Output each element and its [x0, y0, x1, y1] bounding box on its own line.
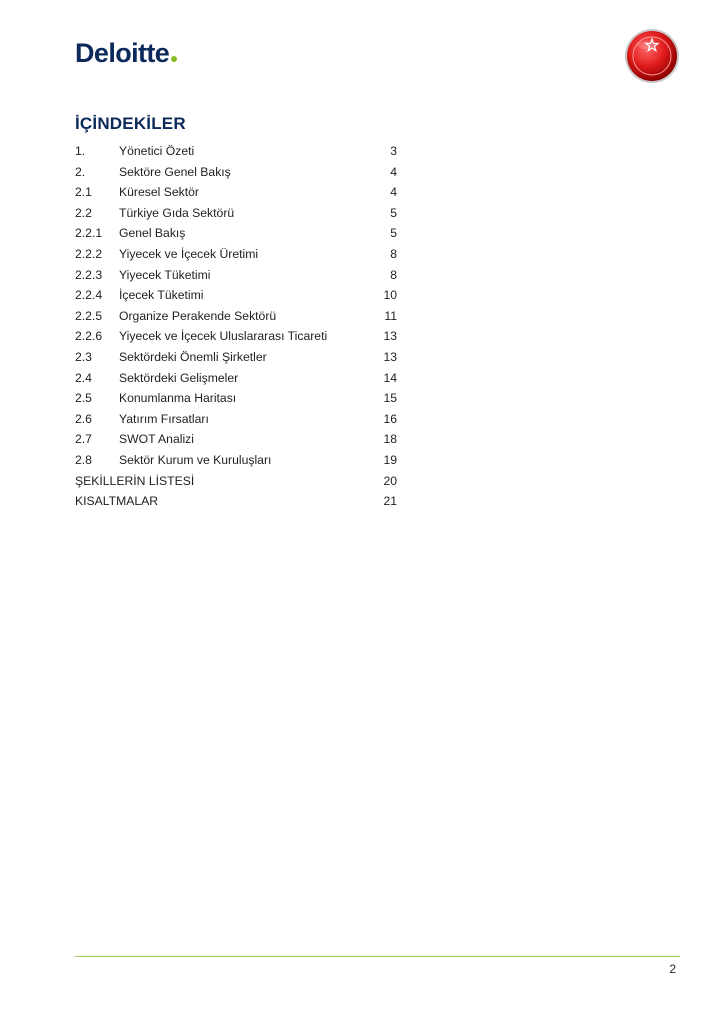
toc-entry-number: 2.2.2 — [75, 246, 103, 261]
toc-entry[interactable] — [75, 285, 397, 306]
toc-entry-title: KISALTMALAR — [75, 494, 159, 509]
toc-entry-number: 2.2.6 — [75, 329, 103, 344]
toc-entry-page: 8 — [390, 267, 397, 282]
toc-entry-number: 2.2.5 — [75, 308, 103, 323]
toc-entry-title: Küresel Sektör — [119, 185, 199, 200]
toc-entry-title: Genel Bakış — [119, 226, 186, 241]
toc-entry-title: Yiyecek ve İçecek Üretimi — [119, 246, 259, 261]
toc-entry-number: 2.6 — [75, 411, 92, 426]
toc-entry-number: 2.2 — [75, 205, 92, 220]
toc-entry-title: Organize Perakende Sektörü — [119, 308, 277, 323]
toc-entry-title: Sektöre Genel Bakış — [119, 164, 231, 179]
toc-entry-title: Yiyecek Tüketimi — [119, 267, 211, 282]
page-number: 2 — [669, 962, 676, 976]
toc-entry[interactable] — [75, 244, 397, 265]
toc-entry-page: 14 — [383, 370, 397, 385]
toc-entry-page: 8 — [390, 246, 397, 261]
toc-entry-number: 2.2.4 — [75, 288, 103, 303]
toc-entry-page: 13 — [383, 349, 397, 364]
toc-entry[interactable] — [75, 347, 397, 368]
toc-entry-number: 2.4 — [75, 370, 92, 385]
toc-entry-page: 13 — [383, 329, 397, 344]
toc-entry[interactable] — [75, 388, 397, 409]
toc-title: İÇİNDEKİLER — [75, 114, 186, 133]
toc-entry-number: 1. — [75, 144, 86, 158]
toc-entry[interactable] — [75, 306, 397, 327]
toc-entry-title: Yönetici Özeti — [119, 144, 195, 158]
toc-entry[interactable] — [75, 491, 397, 512]
toc-entry-page: 16 — [383, 411, 397, 426]
toc-entry[interactable] — [75, 203, 397, 224]
toc-entry[interactable] — [75, 368, 397, 389]
toc-entry[interactable] — [75, 409, 397, 430]
toc-entry-page: 4 — [390, 164, 397, 179]
toc-entry-number: 2.2.1 — [75, 226, 103, 241]
toc-entry-title: ŞEKİLLERİN LİSTESİ — [75, 473, 195, 488]
toc-entry-title: Sektördeki Önemli Şirketler — [119, 349, 267, 364]
toc-entry[interactable] — [75, 471, 397, 492]
toc-entry-number: 2.7 — [75, 432, 92, 447]
toc-entry-page: 3 — [390, 144, 397, 158]
turkish-flag-emblem-icon — [624, 28, 680, 84]
toc-entry-title: Türkiye Gıda Sektörü — [119, 205, 235, 220]
toc-entry-number: 2.2.3 — [75, 267, 103, 282]
toc-entry-page: 4 — [390, 185, 397, 200]
toc-entry[interactable] — [75, 141, 397, 162]
toc-entry[interactable] — [75, 182, 397, 203]
toc-entry-page: 20 — [383, 473, 397, 488]
toc-entry-title: Sektördeki Gelişmeler — [119, 370, 239, 385]
toc-entry-page: 10 — [383, 288, 397, 303]
toc-entry[interactable] — [75, 223, 397, 244]
toc-entry-title: Yiyecek ve İçecek Uluslararası Ticareti — [119, 329, 328, 344]
deloitte-logo — [75, 40, 177, 67]
toc-entry-title: Sektör Kurum ve Kuruluşları — [119, 452, 272, 467]
toc-entry-page: 18 — [383, 432, 397, 447]
toc-entry-title: İçecek Tüketimi — [119, 288, 204, 303]
toc-entry-number: 2. — [75, 164, 86, 179]
toc-entry-number: 2.5 — [75, 391, 92, 406]
toc-entry-page: 11 — [384, 308, 397, 323]
toc-entry-page: 15 — [383, 391, 397, 406]
footer-divider — [75, 956, 680, 957]
logo-text: Deloitte — [75, 38, 170, 68]
toc-entry-number: 2.3 — [75, 349, 92, 364]
table-of-contents — [75, 141, 397, 512]
toc-entry-page: 19 — [383, 452, 397, 467]
toc-entry[interactable] — [75, 265, 397, 286]
toc-entry-page: 5 — [390, 205, 397, 220]
toc-entry-page: 21 — [383, 494, 397, 509]
toc-entry[interactable] — [75, 162, 397, 183]
toc-entry-title: Konumlanma Haritası — [119, 391, 237, 406]
toc-entry[interactable] — [75, 429, 397, 450]
toc-entry-page: 5 — [390, 226, 397, 241]
toc-entry-title: SWOT Analizi — [119, 432, 194, 447]
toc-entry-number: 2.1 — [75, 185, 92, 200]
toc-entry[interactable] — [75, 450, 397, 471]
logo-dot-icon — [171, 56, 177, 62]
toc-entry-title: Yatırım Fırsatları — [119, 411, 209, 426]
toc-entry[interactable] — [75, 326, 397, 347]
toc-entry-number: 2.8 — [75, 452, 92, 467]
